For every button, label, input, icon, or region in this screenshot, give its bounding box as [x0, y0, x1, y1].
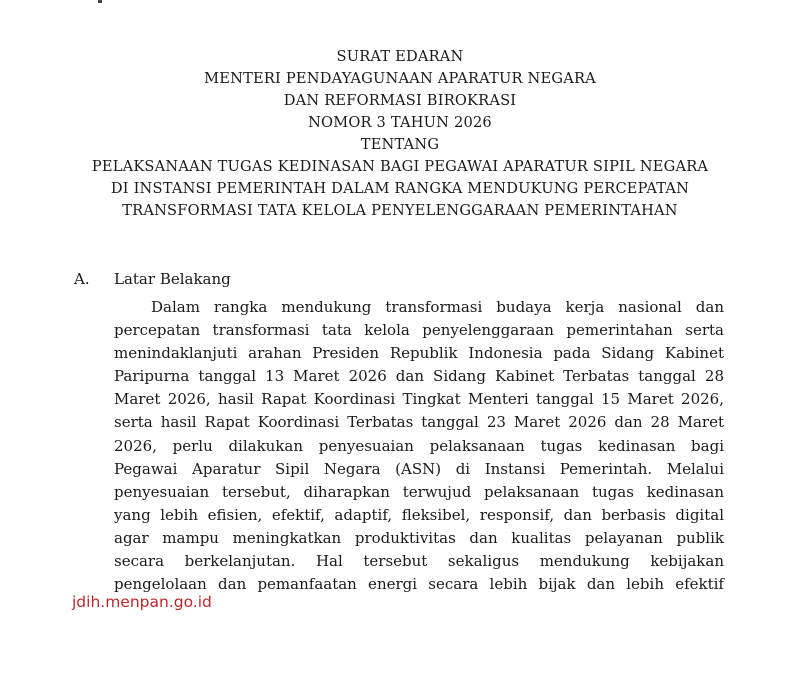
- heading-line-subject-3: TRANSFORMASI TATA KELOLA PENYELENGGARAAN PEMERINTAHAN: [122, 202, 678, 219]
- body-line: Maret 2026, hasil Rapat Koordinasi Tingkat Menteri tanggal 15 Maret 2026,: [114, 390, 724, 409]
- body-line: Paripurna tanggal 13 Maret 2026 dan Sidang Kabinet Terbatas tanggal 28: [114, 367, 724, 386]
- body-line: penyesuaian tersebut, diharapkan terwujud pelaksanaan tugas kedinasan: [114, 482, 724, 501]
- section-title: Latar Belakang: [114, 270, 231, 288]
- heading-line-subject-2: DI INSTANSI PEMERINTAH DALAM RANGKA MENDUKUNG PERCEPATAN: [110, 180, 690, 197]
- heading-line-subject-1: PELAKSANAAN TUGAS KEDINASAN BAGI PEGAWAI APARATUR SIPIL NEGARA: [91, 158, 709, 175]
- section-heading: [74, 268, 231, 290]
- document-heading: [0, 46, 800, 222]
- source-link[interactable]: jdih.menpan.go.id: [72, 593, 212, 611]
- body-line: 2026, perlu dilakukan penyesuaian pelaksanaan tugas kedinasan bagi: [114, 436, 724, 455]
- body-line: pengelolaan dan pemanfaatan energi secara lebih bijak dan lebih efektif: [114, 575, 724, 594]
- heading-line-about: TENTANG: [360, 136, 440, 153]
- section-number: A.: [74, 270, 90, 288]
- body-line: Pegawai Aparatur Sipil Negara (ASN) di Instansi Pemerintah. Melalui: [114, 459, 724, 478]
- body-line: Dalam rangka mendukung transformasi budaya kerja nasional dan: [151, 298, 724, 316]
- page-edge-mark: [98, 0, 102, 3]
- body-line: serta hasil Rapat Koordinasi Terbatas tanggal 23 Maret 2026 dan 28 Maret: [114, 413, 724, 432]
- body-line: yang lebih efisien, efektif, adaptif, fleksibel, responsif, dan berbasis digital: [114, 505, 724, 524]
- body-line: percepatan transformasi tata kelola penyelenggaraan pemerintahan serta: [114, 321, 724, 340]
- body-line: secara berkelanjutan. Hal tersebut sekaligus mendukung kebijakan: [114, 552, 724, 571]
- body-line: agar mampu meningkatkan produktivitas dan kualitas pelayanan publik: [114, 528, 724, 547]
- heading-line-title: SURAT EDARAN: [336, 48, 464, 65]
- heading-line-ministry: MENTERI PENDAYAGUNAAN APARATUR NEGARA: [204, 70, 596, 87]
- heading-line-number: NOMOR 3 TAHUN 2026: [308, 114, 492, 131]
- body-line: menindaklanjuti arahan Presiden Republik Indonesia pada Sidang Kabinet: [114, 344, 724, 363]
- section-body: [114, 296, 724, 596]
- heading-line-ministry-cont: DAN REFORMASI BIROKRASI: [283, 92, 517, 109]
